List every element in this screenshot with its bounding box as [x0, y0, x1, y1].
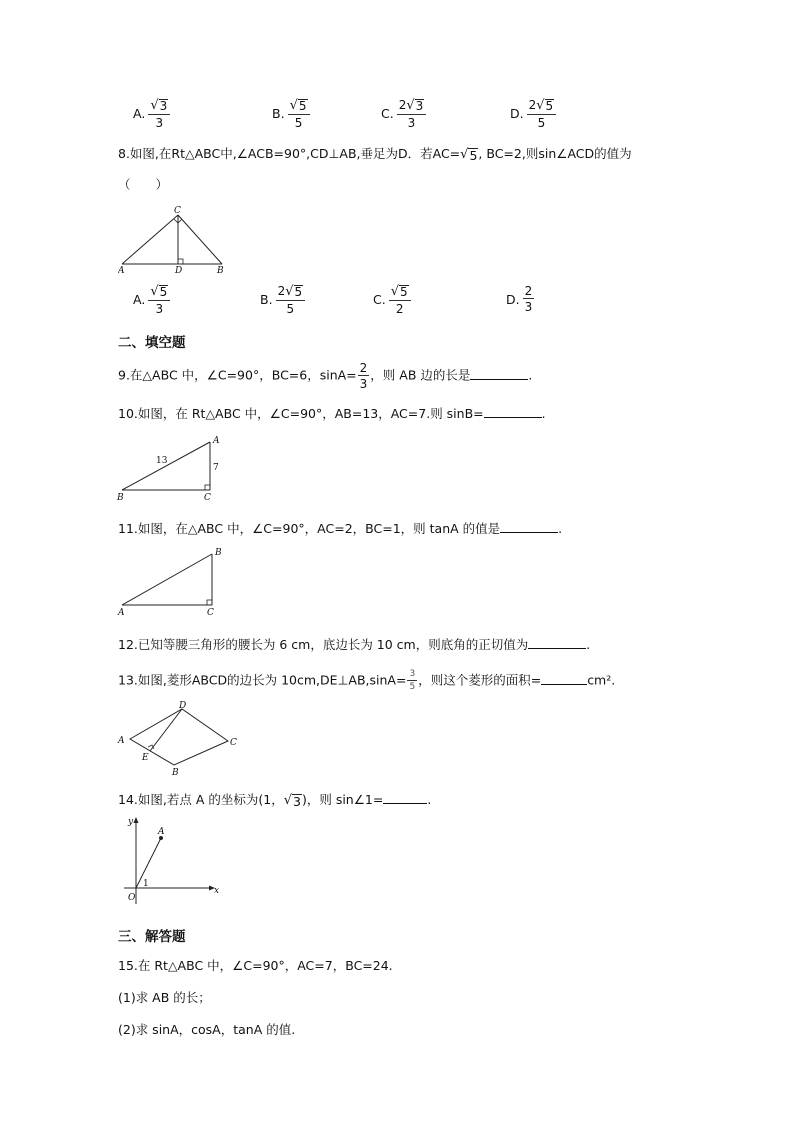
q12-answer-blank[interactable]: [528, 636, 586, 649]
q8-label-c: C: [174, 206, 181, 216]
q8-option-c: C. √ 5 2: [373, 285, 412, 315]
q10-text: 10.如图，在 Rt△ABC 中，∠C=90°，AB=13，AC=7.则 sinB= .: [118, 406, 546, 421]
q12-text: 12.已知等腰三角形的腰长为 6 cm，底边长为 10 cm，则底角的正切值为 .: [118, 637, 591, 652]
q8-option-b: B. 2 √ 5 5: [260, 285, 306, 315]
q14-text: 14.如图,若点 A 的坐标为(1， √ 3 )，则 sin∠1= .: [118, 792, 432, 809]
q14-label-angle: 1: [143, 879, 149, 889]
q10-figure: [116, 432, 226, 504]
q10-answer-blank[interactable]: [484, 405, 542, 418]
q15-line1: 15.在 Rt△ABC 中，∠C=90°，AC=7，BC=24.: [118, 958, 393, 973]
q13-answer-blank[interactable]: [541, 672, 587, 685]
q13-figure: [116, 699, 244, 779]
q13-label-a: A: [118, 736, 125, 746]
q14-label-y: y: [128, 817, 134, 827]
q13-label-d: D: [179, 701, 187, 711]
q8-option-d: D. $\frac{2}{3}$: [506, 284, 533, 314]
q11-label-c: C: [207, 608, 214, 618]
q7-option-a: A. √ 3 3: [133, 99, 171, 129]
q7-option-d: D. 2 √ 5 5: [510, 99, 557, 129]
q10-label-ab: 13: [156, 456, 168, 466]
q10-label-ac: 7: [213, 463, 219, 473]
q11-answer-blank[interactable]: [500, 520, 558, 533]
q14-label-a: A: [158, 827, 165, 837]
q8-label-d: D: [175, 266, 183, 276]
q14-label-o: O: [128, 893, 136, 903]
q7-option-c: C. 2 √ 3 3: [381, 99, 427, 129]
q8-option-a: A. √ 5 3: [133, 285, 171, 315]
q10-label-a: A: [213, 436, 220, 446]
q7-option-b: B. √ 5 5: [272, 99, 311, 129]
q8-text: 8.如图,在Rt△ABC中,∠ACB=90°,CD⊥AB,垂足为D．若AC= √ 5 , BC=2,则sin∠ACD的值为: [118, 146, 632, 163]
q8-figure: [118, 203, 230, 277]
q11-text: 11.如图，在△ABC 中，∠C=90°，AC=2，BC=1，则 tanA 的值是 .: [118, 521, 563, 536]
section-3-heading: 三、解答题: [118, 929, 186, 945]
q10-label-c: C: [204, 493, 211, 503]
q13-text: 13.如图,菱形ABCD的边长为 10cm,DE⊥AB,sinA= $\frac{3}{5}$ ，则这个菱形的面积= cm².: [118, 669, 616, 692]
q9-answer-blank[interactable]: [470, 367, 528, 380]
q14-figure: [116, 814, 226, 910]
q8-label-a: A: [118, 266, 125, 276]
q10-label-b: B: [117, 493, 124, 503]
q11-label-b: B: [215, 548, 222, 558]
section-2-heading: 二、填空题: [118, 335, 186, 351]
q15-line2: (1)求 AB 的长；: [118, 990, 211, 1005]
q14-answer-blank[interactable]: [383, 791, 427, 804]
q15-line3: (2)求 sinA，cosA，tanA 的值.: [118, 1022, 296, 1037]
q14-label-x: x: [214, 886, 220, 896]
q13-label-e: E: [142, 753, 149, 763]
q9-text: 9.在△ABC 中，∠C=90°，BC=6，sinA= $\frac{2}{3}$ ，则 AB 边的长是 .: [118, 361, 533, 391]
q8-answer-parens: （ ）: [118, 177, 169, 192]
q11-label-a: A: [118, 608, 125, 618]
q8-label-b: B: [217, 266, 224, 276]
q13-label-c: C: [230, 738, 237, 748]
q13-label-b: B: [172, 768, 179, 778]
q11-figure: [116, 544, 228, 620]
